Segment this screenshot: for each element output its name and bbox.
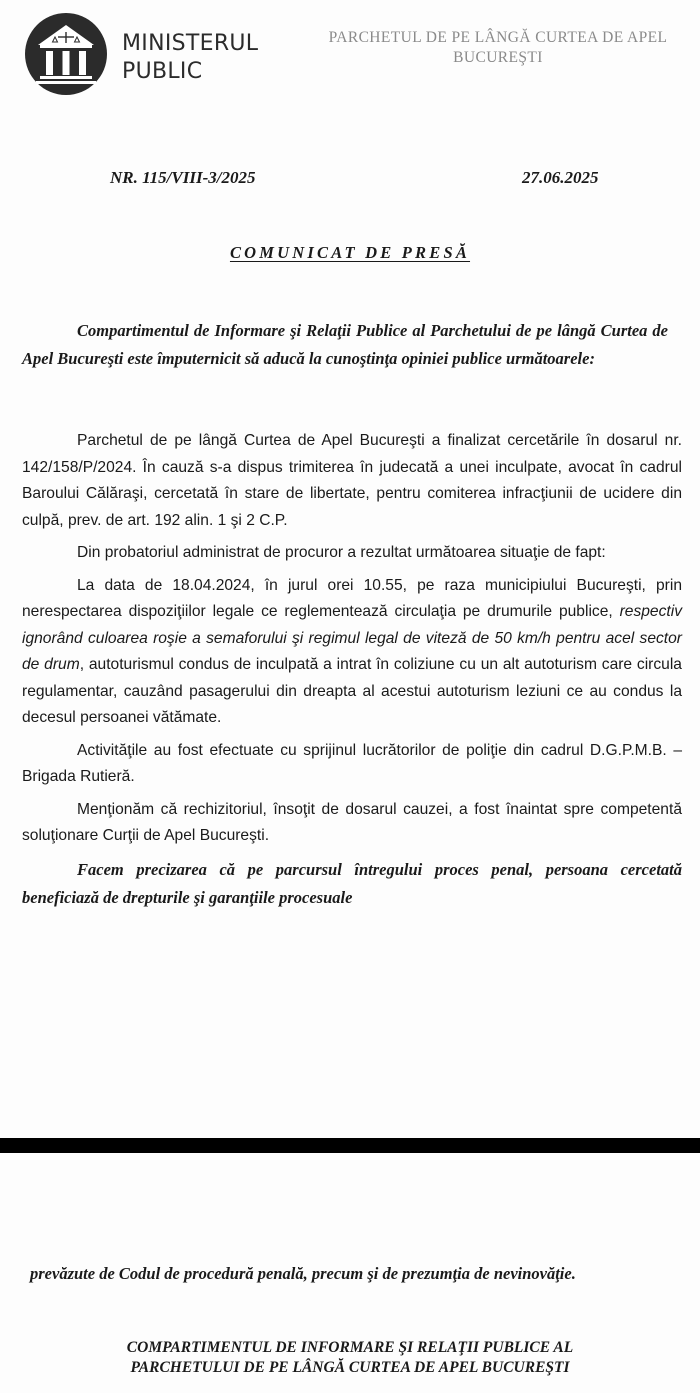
body-paragraph-3 (22, 573, 682, 732)
institution-line-2: BUCUREŞTI (453, 49, 543, 66)
institution-header (312, 28, 684, 68)
body-paragraph-1: Parchetul de pe lângă Curtea de Apel Bucureşti a finalizat cercetările în dosarul nr. 142/158/P/2024. În cauză s-a dispus trimiterea în judecată a unei inculpate, avocat în cadrul Baroului Călăraşi, cercetată în stare de libertate, pentru comiterea infracţiunii de ucidere din culpă, prev. de art. 192 alin. 1 şi 2 C.P. (22, 432, 682, 529)
logo-line-2: PUBLIC (122, 59, 203, 84)
body-paragraph-3-part-c: , autoturismul condus de inculpată a intrat în coliziune cu un alt autoturism care circula regulamentar, cauzând pasagerului din dreapta al acestui autoturism leziuni ce au condus la decesul persoanei vătămate. (22, 656, 682, 726)
body-paragraph-6: Facem precizarea că pe parcursul întregului proces penal, persoana cercetată beneficiază de drepturile şi garanţiile procesuale (22, 859, 682, 907)
ministerul-public-logo-icon (24, 12, 108, 96)
institution-line-1: PARCHETUL DE PE LÂNGĂ CURTEA DE APEL (328, 29, 668, 46)
continuation-paragraph: prevăzute de Codul de procedură penală, precum şi de prezumţia de nevinovăţie. (30, 1264, 576, 1283)
body-paragraph-5: Menţionăm că rechizitoriul, însoţit de dosarul cauzei, a fost înaintat spre competentă soluţionare Curţii de Apel Bucureşti. (22, 800, 682, 844)
logo-wordmark (122, 30, 258, 86)
press-release-body (22, 428, 682, 918)
reference-number: NR. 115/VIII-3/2025 (110, 168, 256, 187)
press-release-title-wrap (0, 243, 700, 263)
signature-line-2: PARCHETULUI DE PE LÂNGĂ CURTEA DE APEL BUCUREŞTI (130, 1359, 570, 1376)
press-release-title: COMUNICAT DE PRESĂ (229, 243, 471, 262)
body-paragraph-3-part-a: La data de 18.04.2024, în jurul orei 10.55, pe raza municipiului Bucureşti, prin nerespectarea dispoziţiilor legale ce reglementează circulaţia pe drumurile publice, (22, 576, 682, 620)
reference-date: 27.06.2025 (522, 168, 599, 187)
body-paragraph-3-italic: respectiv ignorând culoarea roşie a semaforului şi regimul legal de viteză de 50 km/h pentru acel sector de drum (22, 603, 682, 673)
logo-line-1: MINISTERUL (122, 31, 259, 56)
signature-block (0, 1338, 700, 1378)
page-separator (0, 1138, 700, 1153)
body-paragraph-4: Activităţile au fost efectuate cu sprijinul lucrătorilor de poliţie din cadrul D.G.P.M.B. – Brigada Rutieră. (22, 741, 682, 785)
intro-paragraph: Compartimentul de Informare şi Relaţii Publice al Parchetului de pe lângă Curtea de Apel Bucureşti este împuternicit să aducă la cunoştinţa opiniei publice următoarele: (22, 321, 668, 368)
body-paragraph-2: Din probatoriul administrat de procuror a rezultat următoarea situaţie de fapt: (77, 544, 606, 561)
signature-line-1: COMPARTIMENTUL DE INFORMARE ŞI RELAŢII PUBLICE AL (126, 1339, 574, 1356)
